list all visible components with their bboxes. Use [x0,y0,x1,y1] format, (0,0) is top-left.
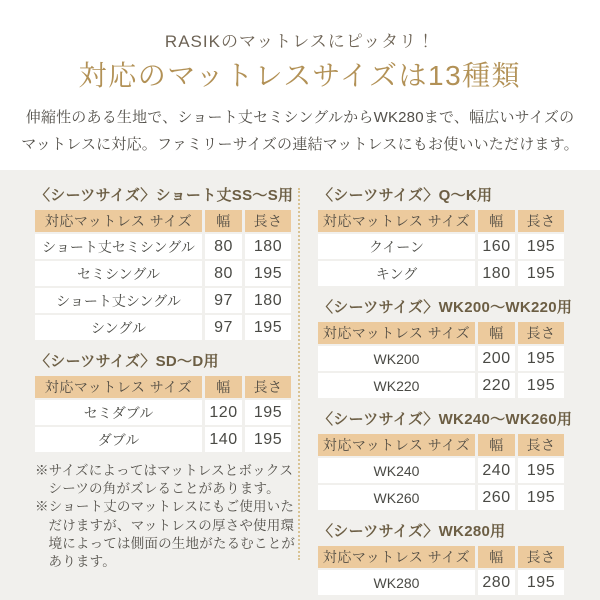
column-header-width: 幅 [478,546,515,568]
size-table [318,434,564,510]
cell-length-value: 195 [245,315,291,340]
section-heading: 〈シーツサイズ〉WK240〜WK260用 [318,411,573,428]
column-header-size: 対応マットレス サイズ [318,210,475,232]
size-tables-area [0,170,600,600]
cell-width-value: 200 [478,346,515,371]
note-item: ※ショート丈のマットレスにもご使用いただけますが、マットレスの厚さや使用環境によっては側面の生地がたるむことがあります。 [35,499,296,570]
cell-mattress-size: セミダブル [35,400,202,425]
cell-mattress-size: ショート丈セミシングル [35,234,202,259]
cell-mattress-size: ダブル [35,427,202,452]
cell-width-value: 140 [205,427,242,452]
section-heading: 〈シーツサイズ〉Q〜K用 [318,187,493,204]
size-table [318,322,564,398]
cell-mattress-size: シングル [35,315,202,340]
cell-mattress-size: WK240 [318,458,475,483]
size-table [318,210,564,286]
column-divider [298,188,300,560]
page-title: 対応のマットレスサイズは13種類 [78,60,522,91]
column-header-length: 長さ [245,376,291,398]
cell-length-value: 195 [518,570,564,595]
cell-length-value: 195 [518,485,564,510]
cell-width-value: 97 [205,315,242,340]
section-heading: 〈シーツサイズ〉SD〜D用 [35,353,219,370]
column-header-size: 対応マットレス サイズ [318,322,475,344]
cell-mattress-size: セミシングル [35,261,202,286]
column-header-size: 対応マットレス サイズ [318,546,475,568]
column-header-size: 対応マットレス サイズ [35,210,202,232]
cell-width-value: 80 [205,261,242,286]
description [20,104,580,160]
cell-mattress-size: クイーン [318,234,475,259]
description-line-1: 伸縮性のある生地で、ショート丈セミシングルからWK280まで、幅広いサイズの [25,108,575,126]
size-table [35,376,291,452]
cell-length-value: 195 [245,427,291,452]
column-header-width: 幅 [205,376,242,398]
cell-width-value: 97 [205,288,242,313]
sheet-size-section [318,520,564,595]
column-header-width: 幅 [205,210,242,232]
cell-length-value: 195 [518,373,564,398]
column-header-width: 幅 [478,210,515,232]
cell-mattress-size: WK280 [318,570,475,595]
column-header-length: 長さ [518,210,564,232]
cell-mattress-size: キング [318,261,475,286]
section-heading: 〈シーツサイズ〉ショート丈SS〜S用 [35,187,294,204]
column-header-length: 長さ [518,546,564,568]
cell-length-value: 195 [518,261,564,286]
cell-length-value: 180 [245,288,291,313]
column-header-length: 長さ [245,210,291,232]
left-column [35,184,296,600]
cell-mattress-size: WK200 [318,346,475,371]
section-heading: 〈シーツサイズ〉WK200〜WK220用 [318,299,573,316]
hero-banner [0,0,600,170]
column-header-length: 長さ [518,322,564,344]
cell-width-value: 280 [478,570,515,595]
cell-width-value: 180 [478,261,515,286]
cell-length-value: 195 [518,234,564,259]
section-heading: 〈シーツサイズ〉WK280用 [318,523,506,540]
right-column [318,184,573,600]
description-line-2: マットレスに対応。ファミリーサイズの連結マットレスにもお使いいただけます。 [21,136,579,154]
cell-width-value: 160 [478,234,515,259]
cell-length-value: 195 [245,261,291,286]
cell-width-value: 220 [478,373,515,398]
sheet-size-section [35,350,291,452]
tagline: RASIKのマットレスにピッタリ！ [164,32,436,51]
cell-width-value: 120 [205,400,242,425]
cell-length-value: 195 [518,458,564,483]
notes [35,462,297,571]
sheet-size-section [35,184,294,340]
sheet-size-section [318,296,573,398]
size-table [35,210,291,340]
cell-width-value: 80 [205,234,242,259]
cell-length-value: 180 [245,234,291,259]
cell-mattress-size: WK260 [318,485,475,510]
cell-length-value: 195 [245,400,291,425]
column-header-size: 対応マットレス サイズ [35,376,202,398]
note-item: ※サイズによってはマットレスとボックスシーツの角がズレることがあります。 [35,463,294,497]
sheet-size-section [318,184,564,286]
size-table [318,546,564,595]
column-header-width: 幅 [478,322,515,344]
cell-width-value: 260 [478,485,515,510]
sheet-size-section [318,408,573,510]
cell-mattress-size: WK220 [318,373,475,398]
cell-width-value: 240 [478,458,515,483]
column-header-length: 長さ [518,434,564,456]
column-header-width: 幅 [478,434,515,456]
cell-mattress-size: ショート丈シングル [35,288,202,313]
cell-length-value: 195 [518,346,564,371]
column-header-size: 対応マットレス サイズ [318,434,475,456]
